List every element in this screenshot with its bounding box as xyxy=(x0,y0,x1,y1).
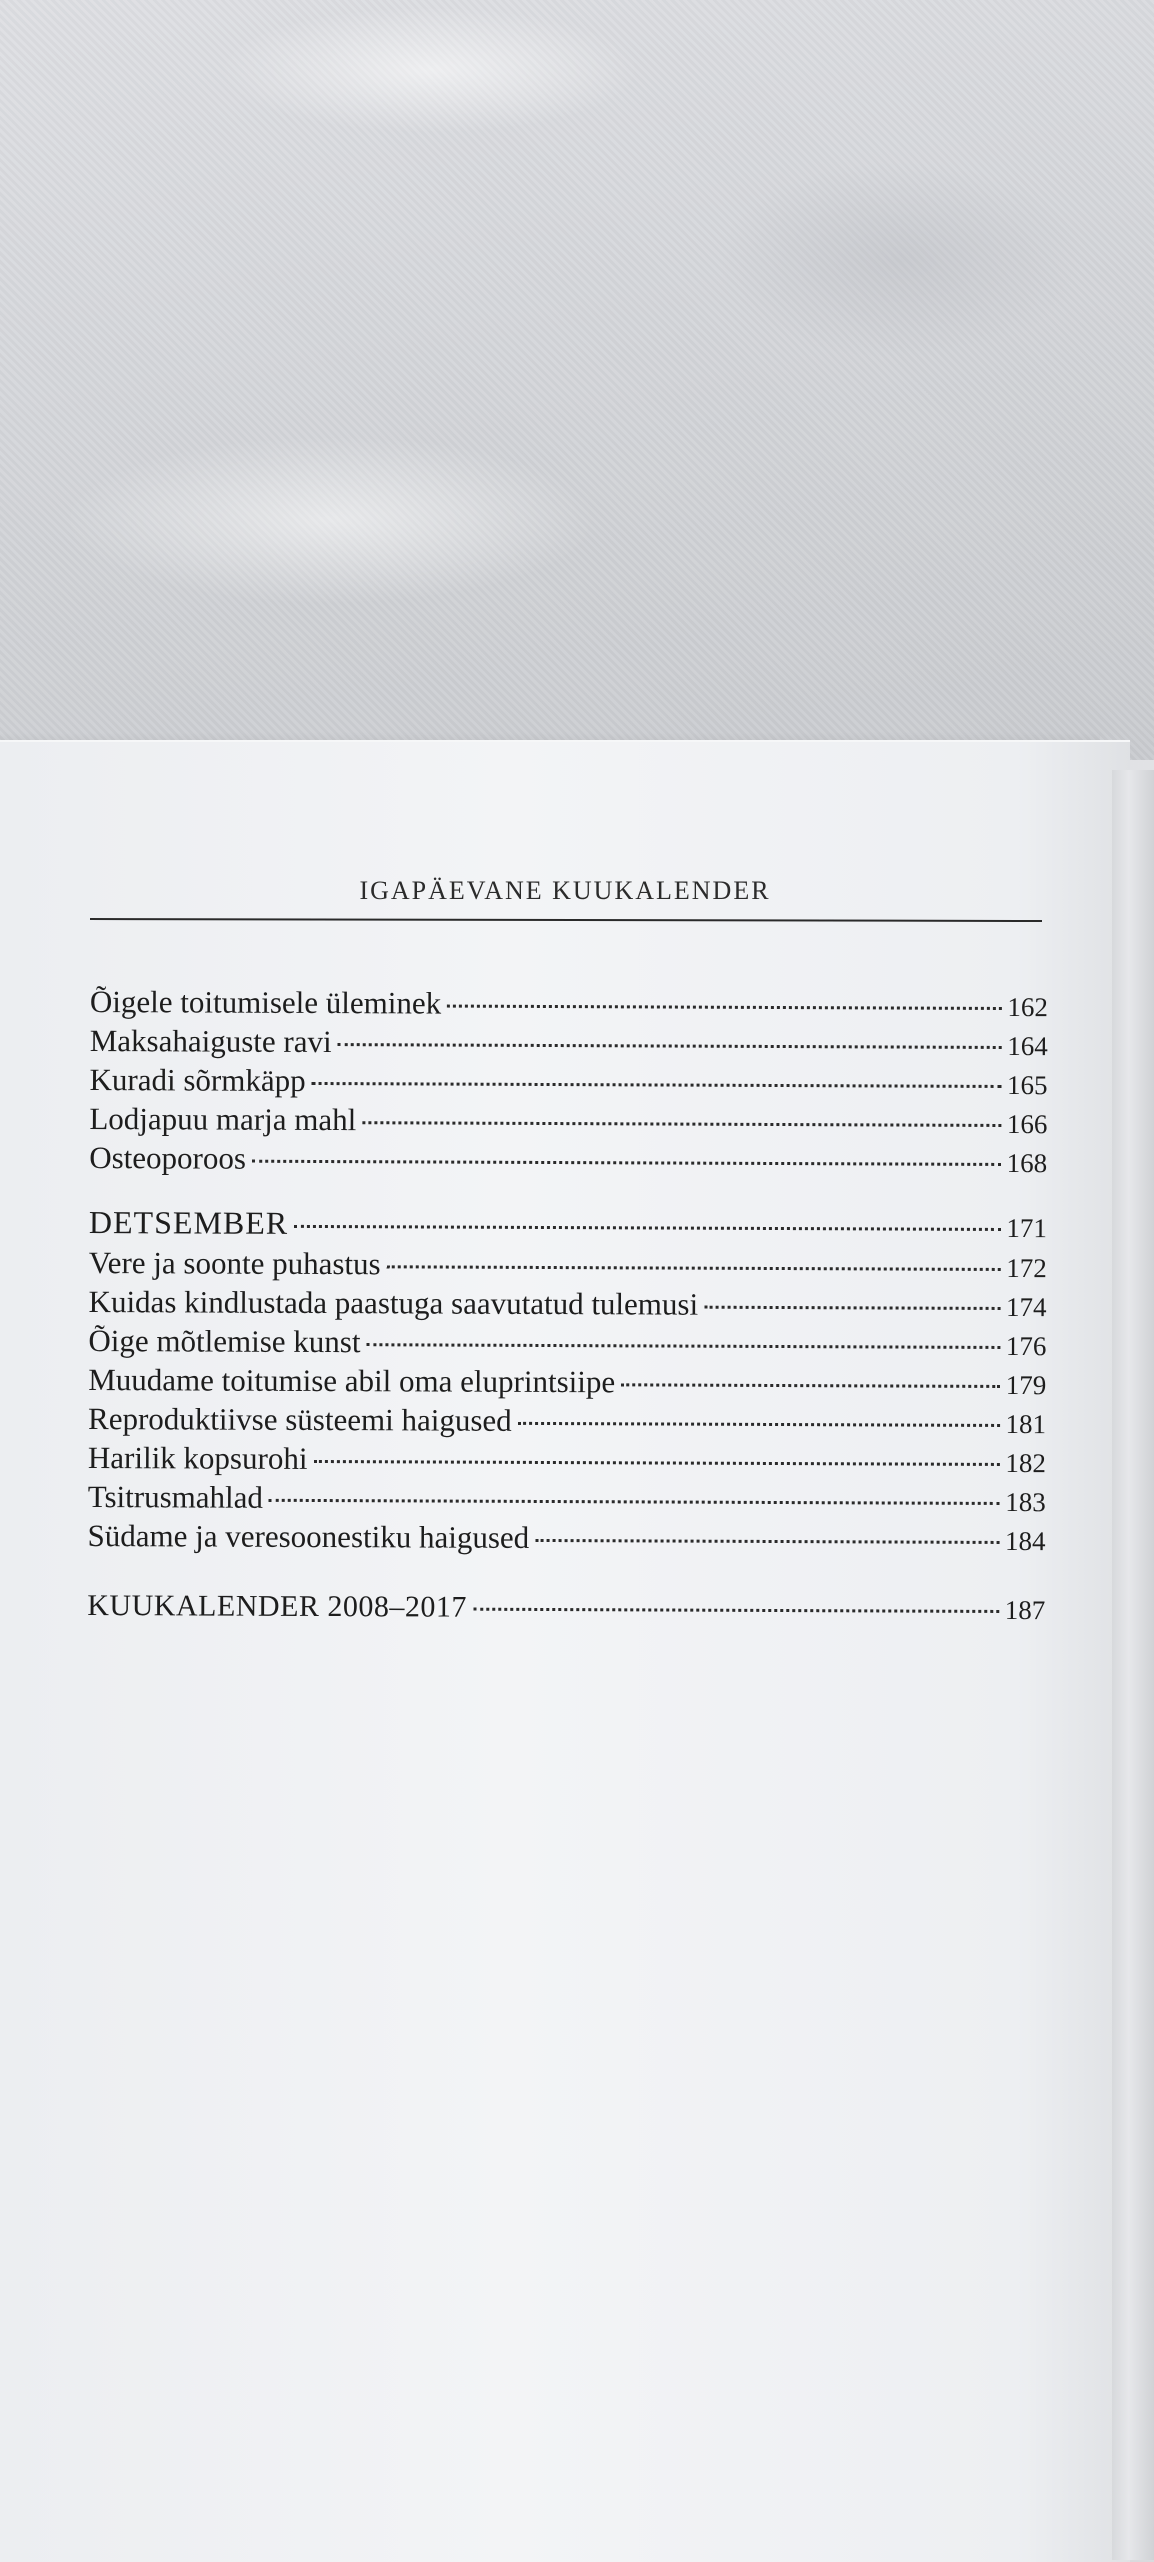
dot-leader xyxy=(269,1499,999,1505)
toc-entry-title: Tsitrusmahlad xyxy=(87,1478,264,1515)
toc-entry xyxy=(88,1321,1046,1364)
toc-entry-title: Lodjapuu marja mahl xyxy=(89,1100,357,1138)
toc-entry xyxy=(89,1099,1047,1142)
final-page: 187 xyxy=(1004,1594,1046,1626)
toc-entry-page: 168 xyxy=(1006,1148,1048,1179)
toc-entry-page: 179 xyxy=(1005,1369,1047,1401)
toc-entry-page: 183 xyxy=(1005,1486,1046,1518)
table-of-contents xyxy=(87,982,1048,1631)
toc-entry-title: Harilik kopsurohi xyxy=(87,1439,308,1476)
toc-entry-title: Südame ja veresoonestiku haigused xyxy=(87,1517,530,1555)
toc-entry-title: Reproduktiivse süsteemi haigused xyxy=(88,1400,512,1438)
toc-entry-page: 174 xyxy=(1006,1292,1047,1323)
toc-entry xyxy=(90,982,1048,1025)
toc-entry-title: Õigele toitumisele üleminek xyxy=(89,984,442,1021)
dot-leader xyxy=(535,1539,999,1544)
toc-entry xyxy=(88,1477,1046,1520)
section-title: DETSEMBER xyxy=(88,1203,289,1241)
toc-entry-page: 165 xyxy=(1006,1070,1048,1101)
toc-entry-title: Õige mõtlemise kunst xyxy=(88,1322,361,1360)
next-page-edge xyxy=(1112,770,1154,2560)
toc-entry xyxy=(89,1243,1047,1286)
toc-entry-page: 182 xyxy=(1005,1447,1046,1479)
running-head: IGAPÄEVANE KUUKALENDER xyxy=(359,876,771,905)
dot-leader xyxy=(338,1043,1002,1049)
toc-entry xyxy=(88,1438,1046,1481)
toc-entry-page: 164 xyxy=(1007,1031,1048,1062)
toc-entry-title: Muudame toitumise abil oma eluprintsiipe xyxy=(88,1361,616,1400)
toc-entry xyxy=(90,1021,1048,1064)
toc-entry-page: 172 xyxy=(1006,1253,1047,1284)
toc-entry xyxy=(88,1360,1046,1403)
dot-leader xyxy=(473,1608,999,1613)
toc-entry xyxy=(89,1138,1047,1181)
toc-entry-title: Vere ja soonte puhastus xyxy=(88,1244,381,1282)
dot-leader xyxy=(387,1265,1001,1271)
toc-entry-page: 181 xyxy=(1005,1408,1047,1440)
toc-entry-title: Kuidas kindlustada paastuga saavutatud tulemusi xyxy=(88,1283,699,1322)
toc-entry-title: Maksahaiguste ravi xyxy=(89,1022,332,1060)
fabric-background xyxy=(0,0,1154,760)
dot-leader xyxy=(252,1160,1001,1166)
final-title: KUUKALENDER 2008–2017 xyxy=(87,1588,467,1624)
toc-entry-page: 176 xyxy=(1005,1331,1047,1362)
dot-leader xyxy=(362,1121,1001,1127)
dot-leader xyxy=(312,1082,1001,1088)
dot-leader xyxy=(367,1343,1000,1349)
dot-leader xyxy=(294,1225,1000,1231)
section-page: 171 xyxy=(1006,1213,1048,1244)
toc-entry-page: 166 xyxy=(1006,1109,1048,1140)
dot-leader xyxy=(518,1422,1000,1427)
toc-entry xyxy=(89,1282,1047,1325)
toc-entry-page: 162 xyxy=(1007,992,1048,1023)
dot-leader xyxy=(704,1306,1000,1310)
toc-entry xyxy=(88,1399,1046,1442)
toc-entry xyxy=(89,1060,1047,1103)
toc-entry-page: 184 xyxy=(1005,1525,1046,1557)
toc-entry-title: Osteoporoos xyxy=(89,1139,247,1176)
dot-leader xyxy=(313,1460,999,1466)
toc-final-heading xyxy=(87,1585,1045,1631)
toc-entry-title: Kuradi sõrmkäpp xyxy=(89,1061,306,1098)
dot-leader xyxy=(621,1383,1000,1388)
toc-section-heading xyxy=(89,1201,1047,1247)
toc-entry xyxy=(87,1516,1045,1559)
dot-leader xyxy=(447,1005,1001,1010)
